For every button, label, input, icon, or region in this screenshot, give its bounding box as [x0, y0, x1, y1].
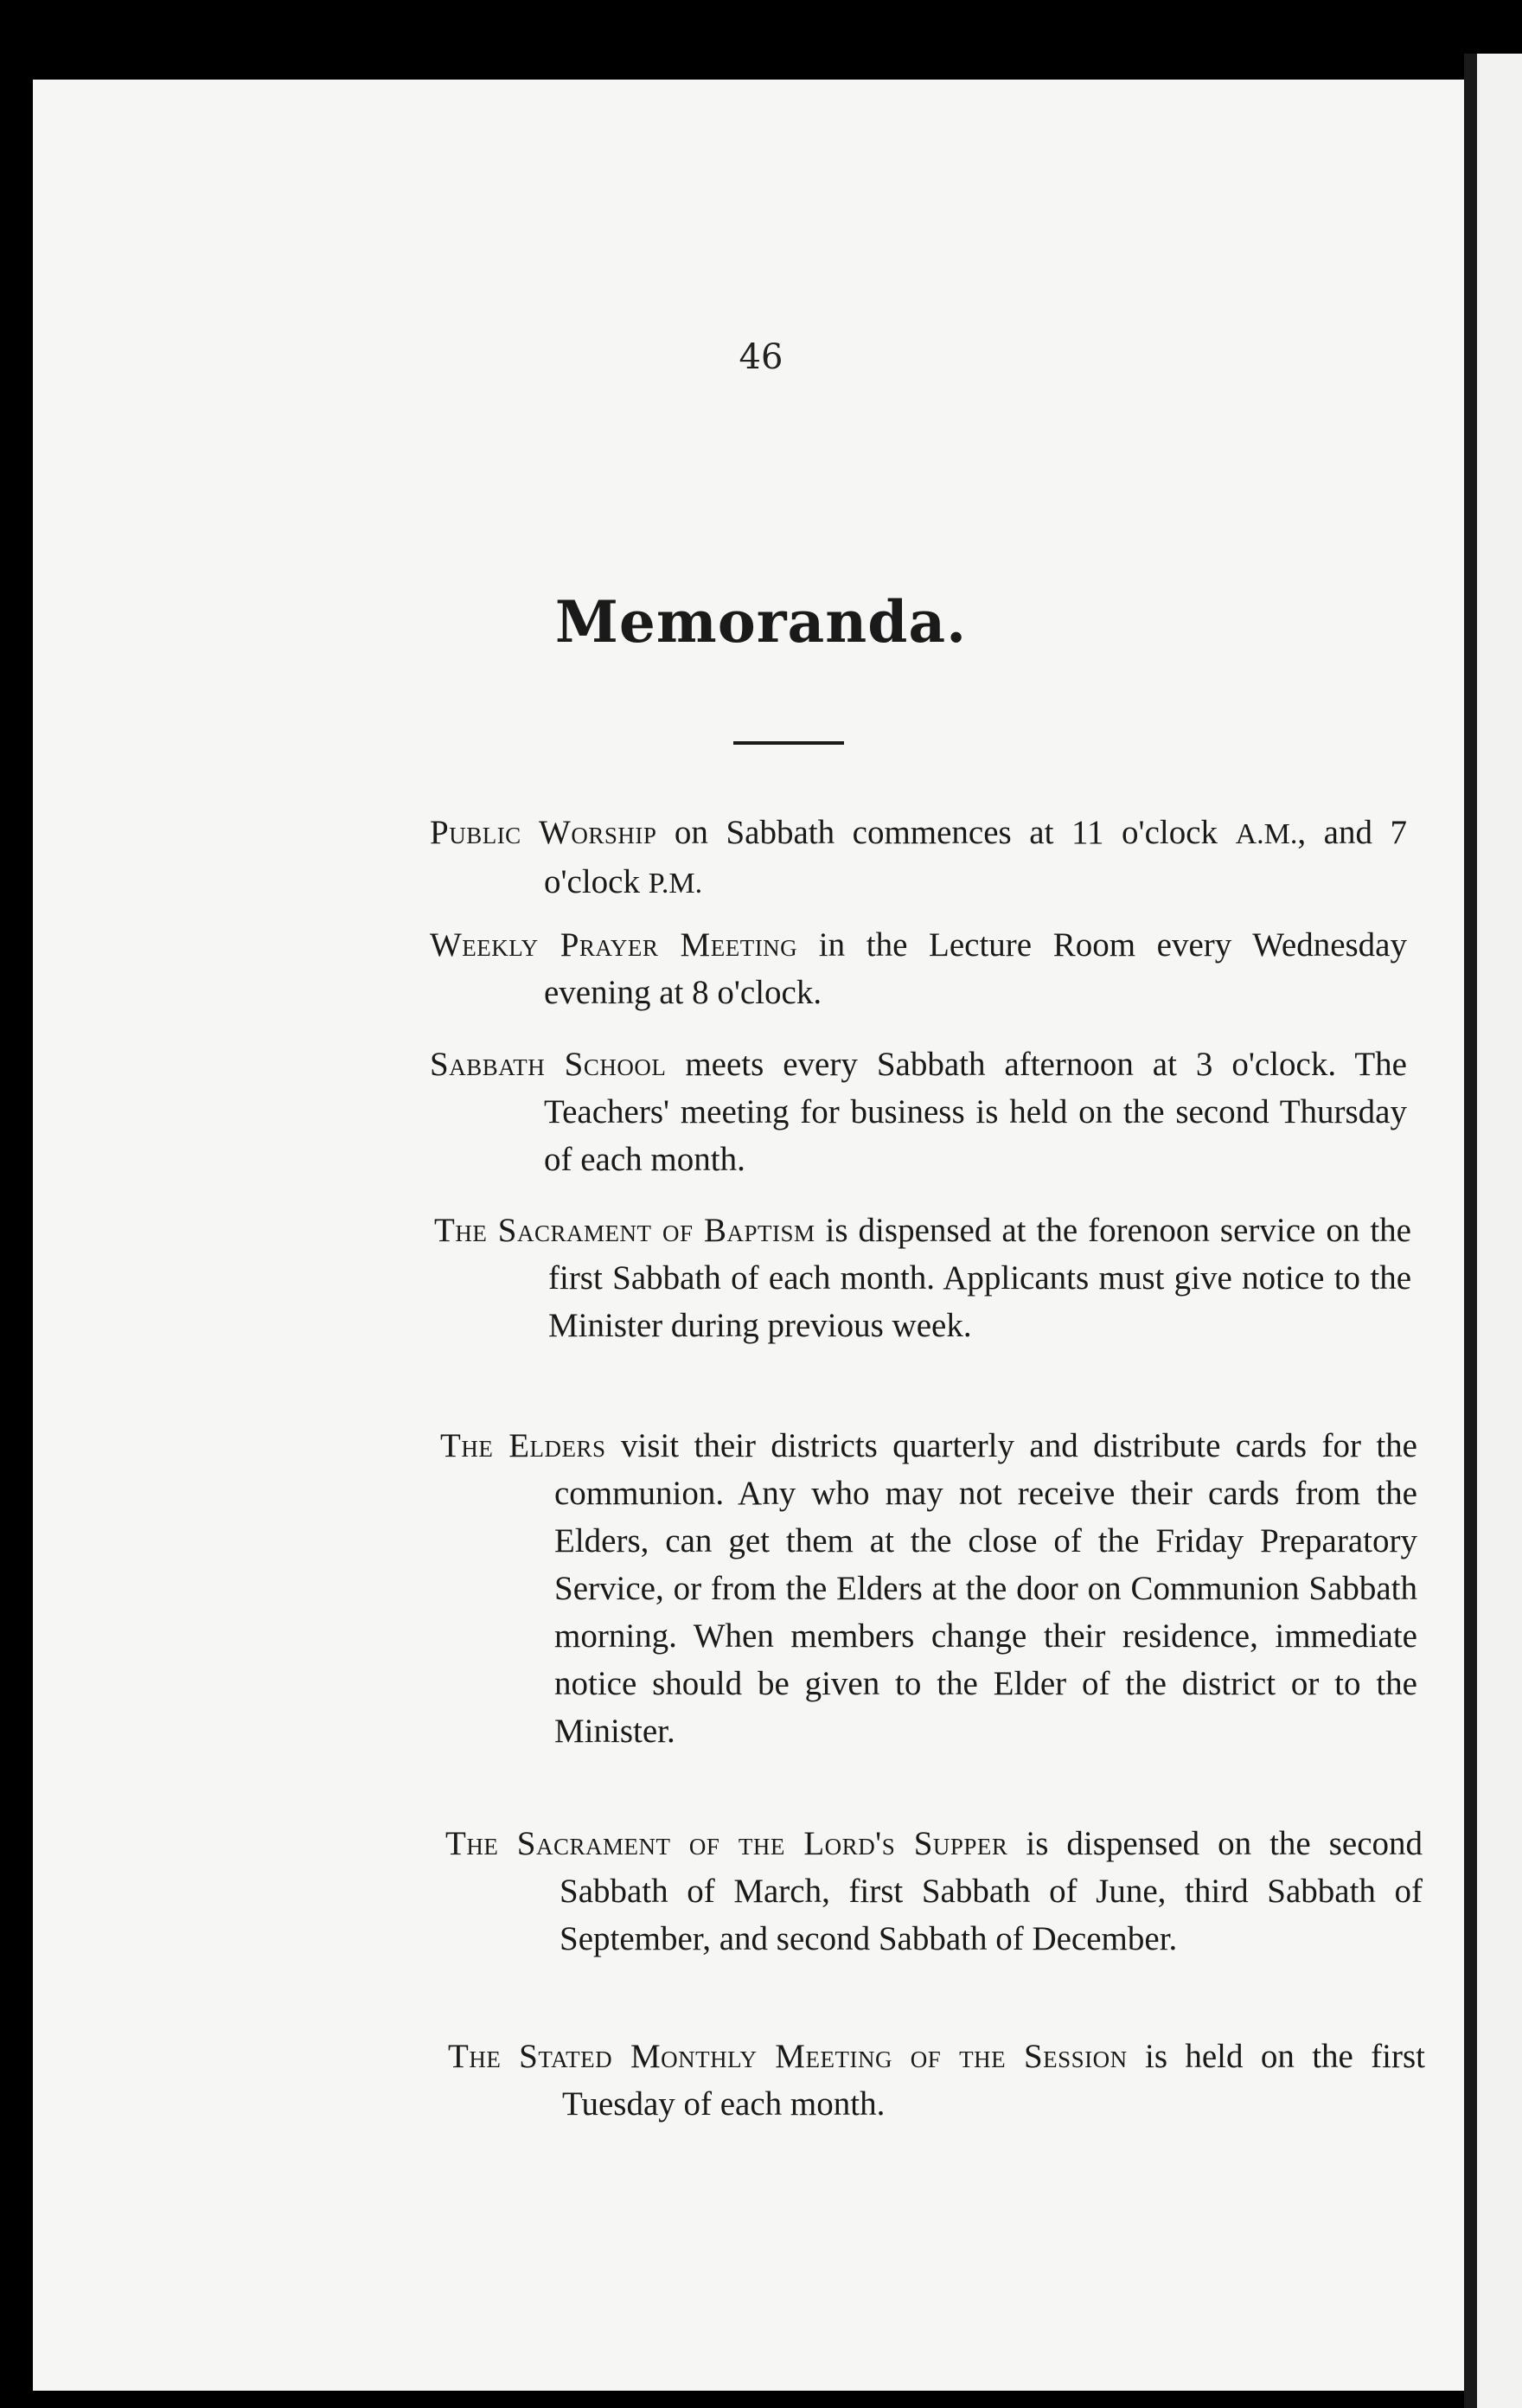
memo-entry-text: in the Lecture Room every Wednesday evening at 8 o'clock. — [544, 926, 1407, 1011]
memo-entry-sabbath-school — [430, 1041, 1407, 1183]
memo-entry-prayer-meeting — [430, 921, 1407, 1016]
adjacent-page-edge — [1477, 54, 1522, 2408]
memo-entry-lords-supper — [445, 1820, 1423, 1963]
memo-entry-lead: The Elders — [440, 1427, 606, 1464]
memo-entry-lead: Public Worship — [430, 814, 657, 851]
memo-entry-lead: Sabbath School — [430, 1046, 667, 1083]
memo-entry-lead: The Stated Monthly Meeting of the Session — [448, 2038, 1128, 2075]
memo-entry-time-pm: P.M. — [648, 868, 703, 900]
page-gutter-shadow — [1464, 54, 1477, 2408]
memo-entry-elders — [440, 1422, 1417, 1755]
page-title: Memoranda. — [554, 588, 968, 656]
memo-entry-text: visit their districts quarterly and distribute cards for the communion. Any who may not receive their cards from the Elders, can get them at the close of the Friday Preparatory Service, or from the Elders at the door on Communion Sabbath morning. When members change their residence, immediate notice should be given to the Elder of the district or to the Minister. — [554, 1427, 1417, 1750]
memo-entry-text: meets every Sabbath afternoon at 3 o'clock. The Teachers' meeting for business is held on the second Thursday of each month. — [544, 1046, 1407, 1178]
memo-entry-session-meeting — [448, 2033, 1425, 2128]
memo-entry-lead: Weekly Prayer Meeting — [430, 926, 798, 964]
memo-entry-lead: The Sacrament of Baptism — [434, 1212, 815, 1249]
title-divider-rule — [733, 741, 844, 745]
memo-entry-lead: The Sacrament of the Lord's Supper — [445, 1825, 1008, 1862]
page-number: 46 — [739, 337, 783, 377]
memo-entry-text: on Sabbath commences at 11 o'clock — [656, 814, 1236, 851]
memo-entry-text: is dispensed on the second Sabbath of March, first Sabbath of June, third Sabbath of September, and second Sabbath of December. — [560, 1825, 1423, 1957]
memo-entry-text: is held on the first Tuesday of each month. — [562, 2038, 1425, 2123]
memo-entry-public-worship — [430, 809, 1407, 907]
memo-entry-text-continued: , and 7 o'clock — [544, 814, 1408, 900]
memo-entry-text: is dispensed at the forenoon service on the first Sabbath of each month. Applicants must give notice to the Minister during previous week. — [548, 1212, 1411, 1344]
memo-entry-baptism — [434, 1207, 1411, 1349]
memo-entry-time-am: A.M. — [1235, 818, 1298, 850]
